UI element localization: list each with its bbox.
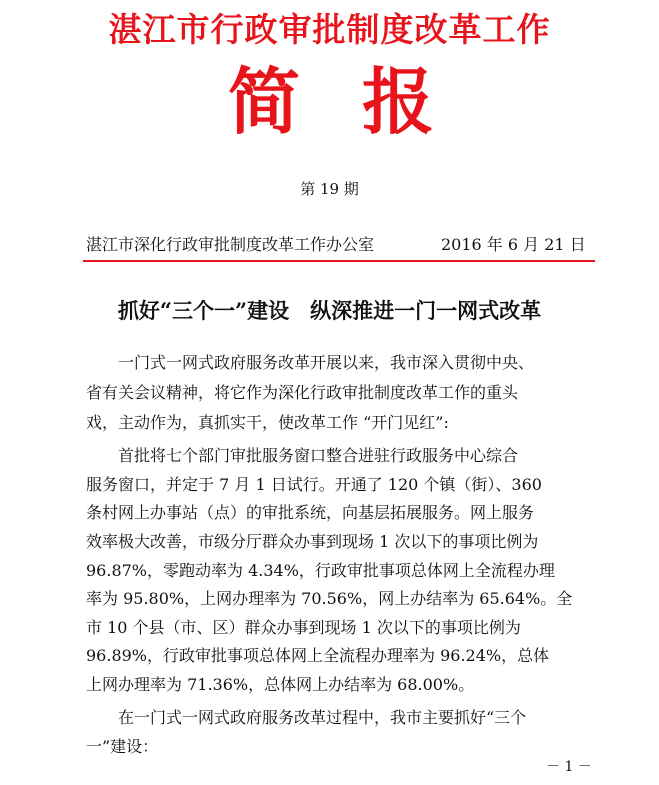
issuing-office: 湛江市深化行政审批制度改革工作办公室 [86, 235, 375, 254]
issue-number: 第 19 期 [300, 180, 359, 198]
body-line: 在一门式一网式政府服务改革过程中，我市主要抓好“三个 [118, 708, 527, 727]
body-line: 省有关会议精神，将它作为深化行政审批制度改革工作的重头 [86, 383, 519, 402]
body-line: 率为 95.80%，上网办理率为 70.56%，网上办结率为 65.64%。全 [86, 589, 573, 608]
article-title: 抓好“三个一”建设 纵深推进一门一网式改革 [117, 298, 542, 323]
body-line: 96.87%，零跑动率为 4.34%，行政审批事项总体网上全流程办理 [86, 561, 555, 580]
body-line: 市 10 个县（市、区）群众办事到现场 1 次以下的事项比例为 [86, 618, 521, 637]
issue-date: 2016 年 6 月 21 日 [441, 235, 586, 254]
brief-title-char-2: 报 [362, 59, 435, 144]
masthead-title: 湛江市行政审批制度改革工作 [108, 10, 551, 49]
body-line: 服务窗口，并定于 7 月 1 日试行。开通了 120 个镇（街）、360 [86, 475, 542, 494]
body-line: 上网办理率为 71.36%，总体网上办结率为 68.00%。 [86, 675, 475, 694]
body-line: 戏，主动作为，真抓实干，使改革工作 “开门见红”: [86, 413, 449, 432]
body-line: 条村网上办事站（点）的审批系统，向基层拓展服务。网上服务 [86, 503, 535, 522]
brief-title-char-1: 简 [228, 59, 301, 144]
body-line: 首批将七个部门审批服务窗口整合进驻行政服务中心综合 [118, 446, 519, 465]
body-line: 96.89%，行政审批事项总体网上全流程办理率为 96.24%，总体 [86, 646, 550, 665]
page-number: － 1 － [546, 759, 592, 775]
body-line: 一”建设： [86, 737, 159, 756]
body-line: 效率极大改善，市级分厅群众办事到现场 1 次以下的事项比例为 [86, 532, 539, 551]
body-line: 一门式一网式政府服务改革开展以来，我市深入贯彻中央、 [118, 353, 535, 372]
red-divider [83, 260, 595, 262]
